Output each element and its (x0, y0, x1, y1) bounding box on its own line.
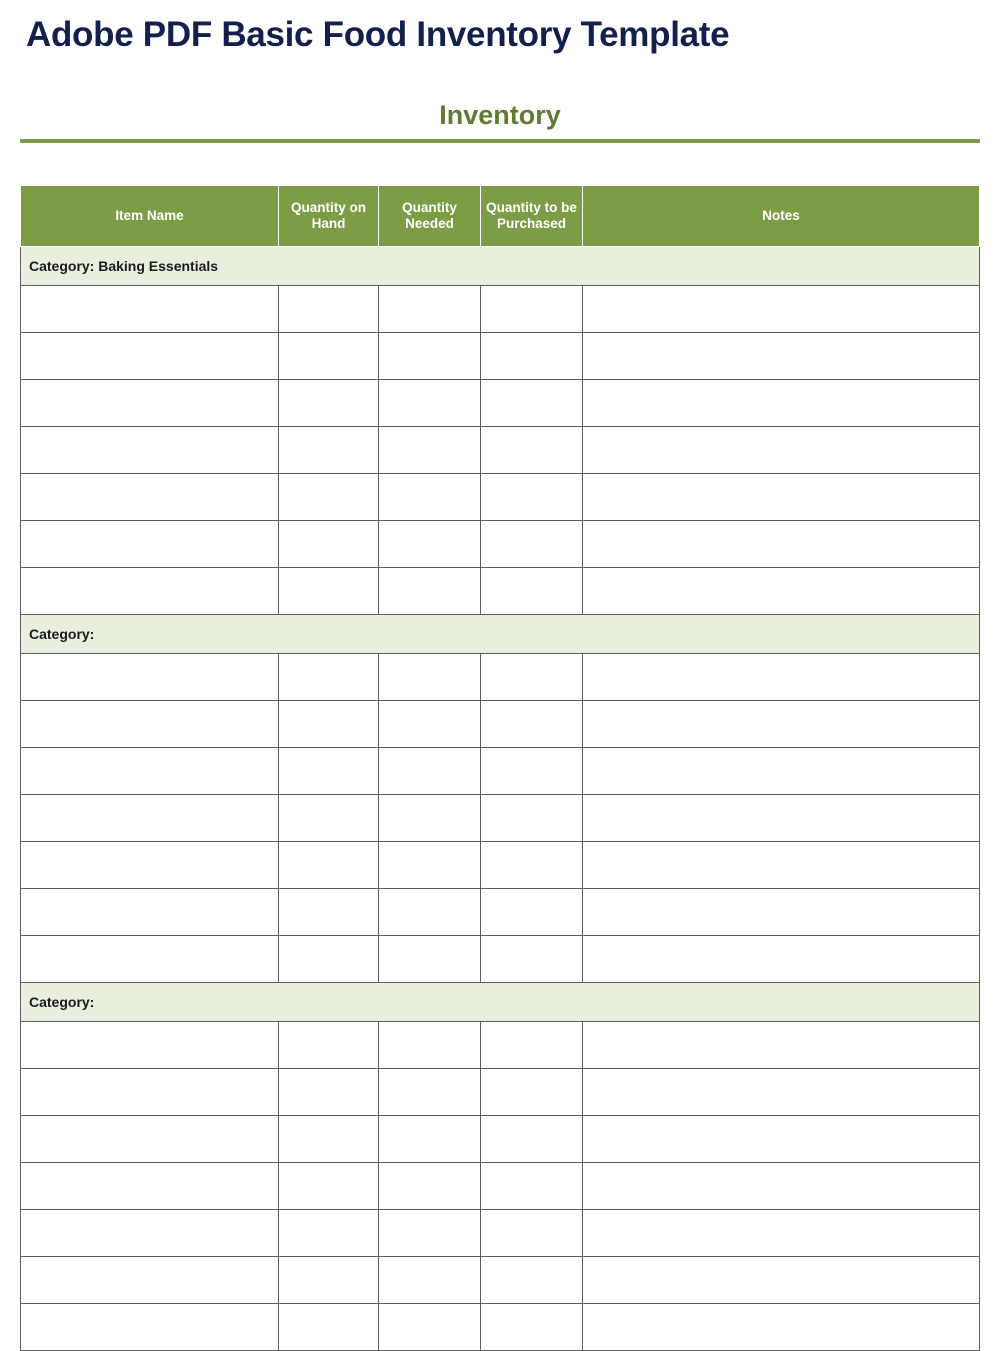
cell-notes[interactable] (583, 748, 980, 795)
cell-item-name[interactable] (21, 1304, 279, 1351)
cell-quantity-to-be-purchased[interactable] (481, 1022, 583, 1069)
cell-notes[interactable] (583, 1116, 980, 1163)
cell-quantity-to-be-purchased[interactable] (481, 701, 583, 748)
table-row (21, 1022, 980, 1069)
cell-notes[interactable] (583, 889, 980, 936)
cell-item-name[interactable] (21, 795, 279, 842)
cell-quantity-on-hand[interactable] (279, 1257, 379, 1304)
table-row (21, 654, 980, 701)
column-header-quantity-to-be-purchased: Quantity to be Purchased (481, 186, 583, 247)
cell-notes[interactable] (583, 1304, 980, 1351)
table-row (21, 795, 980, 842)
cell-quantity-needed[interactable] (379, 380, 481, 427)
cell-item-name[interactable] (21, 474, 279, 521)
cell-quantity-on-hand[interactable] (279, 889, 379, 936)
cell-quantity-needed[interactable] (379, 701, 481, 748)
table-row (21, 936, 980, 983)
cell-notes[interactable] (583, 701, 980, 748)
cell-item-name[interactable] (21, 1257, 279, 1304)
cell-quantity-needed[interactable] (379, 286, 481, 333)
category-label: Category: (21, 983, 980, 1022)
cell-quantity-on-hand[interactable] (279, 1116, 379, 1163)
cell-notes[interactable] (583, 380, 980, 427)
table-row (21, 474, 980, 521)
column-header-item-name: Item Name (21, 186, 279, 247)
cell-notes[interactable] (583, 1210, 980, 1257)
cell-notes[interactable] (583, 333, 980, 380)
table-row (21, 748, 980, 795)
column-header-notes: Notes (583, 186, 980, 247)
cell-quantity-to-be-purchased[interactable] (481, 748, 583, 795)
table-row (21, 333, 980, 380)
section-divider (20, 139, 980, 143)
cell-quantity-on-hand[interactable] (279, 1022, 379, 1069)
cell-quantity-on-hand[interactable] (279, 1163, 379, 1210)
cell-quantity-to-be-purchased[interactable] (481, 795, 583, 842)
cell-notes[interactable] (583, 842, 980, 889)
cell-notes[interactable] (583, 795, 980, 842)
cell-quantity-on-hand[interactable] (279, 748, 379, 795)
cell-quantity-needed[interactable] (379, 1210, 481, 1257)
cell-notes[interactable] (583, 427, 980, 474)
cell-notes[interactable] (583, 568, 980, 615)
table-row (21, 1257, 980, 1304)
category-row (21, 615, 980, 654)
cell-quantity-to-be-purchased[interactable] (481, 654, 583, 701)
cell-quantity-on-hand[interactable] (279, 568, 379, 615)
cell-quantity-on-hand[interactable] (279, 427, 379, 474)
cell-item-name[interactable] (21, 521, 279, 568)
cell-notes[interactable] (583, 1257, 980, 1304)
cell-quantity-on-hand[interactable] (279, 333, 379, 380)
cell-item-name[interactable] (21, 286, 279, 333)
cell-quantity-to-be-purchased[interactable] (481, 286, 583, 333)
cell-item-name[interactable] (21, 936, 279, 983)
cell-quantity-to-be-purchased[interactable] (481, 936, 583, 983)
table-header (21, 186, 980, 247)
category-row (21, 247, 980, 286)
cell-notes[interactable] (583, 1022, 980, 1069)
cell-item-name[interactable] (21, 568, 279, 615)
cell-quantity-needed[interactable] (379, 936, 481, 983)
column-header-quantity-on-hand: Quantity on Hand (279, 186, 379, 247)
cell-item-name[interactable] (21, 889, 279, 936)
cell-item-name[interactable] (21, 748, 279, 795)
category-label: Category: Baking Essentials (21, 247, 980, 286)
cell-notes[interactable] (583, 936, 980, 983)
cell-quantity-on-hand[interactable] (279, 286, 379, 333)
cell-quantity-needed[interactable] (379, 1304, 481, 1351)
cell-quantity-to-be-purchased[interactable] (481, 427, 583, 474)
cell-quantity-to-be-purchased[interactable] (481, 1163, 583, 1210)
cell-quantity-needed[interactable] (379, 333, 481, 380)
cell-quantity-on-hand[interactable] (279, 1304, 379, 1351)
cell-item-name[interactable] (21, 701, 279, 748)
cell-quantity-to-be-purchased[interactable] (481, 521, 583, 568)
cell-quantity-to-be-purchased[interactable] (481, 1210, 583, 1257)
cell-notes[interactable] (583, 1163, 980, 1210)
table-row (21, 286, 980, 333)
cell-quantity-on-hand[interactable] (279, 474, 379, 521)
cell-quantity-on-hand[interactable] (279, 521, 379, 568)
cell-quantity-on-hand[interactable] (279, 654, 379, 701)
cell-quantity-to-be-purchased[interactable] (481, 889, 583, 936)
category-row (21, 983, 980, 1022)
cell-notes[interactable] (583, 654, 980, 701)
cell-quantity-needed[interactable] (379, 795, 481, 842)
cell-item-name[interactable] (21, 1163, 279, 1210)
section-title: Inventory (439, 100, 561, 130)
table-row (21, 842, 980, 889)
cell-quantity-needed[interactable] (379, 889, 481, 936)
document-page (0, 14, 1000, 1309)
table-row (21, 521, 980, 568)
cell-quantity-needed[interactable] (379, 1069, 481, 1116)
cell-item-name[interactable] (21, 654, 279, 701)
cell-item-name[interactable] (21, 427, 279, 474)
cell-quantity-needed[interactable] (379, 842, 481, 889)
cell-quantity-on-hand[interactable] (279, 1210, 379, 1257)
table-row (21, 1304, 980, 1351)
cell-item-name[interactable] (21, 380, 279, 427)
cell-quantity-on-hand[interactable] (279, 936, 379, 983)
cell-quantity-needed[interactable] (379, 474, 481, 521)
cell-quantity-to-be-purchased[interactable] (481, 1116, 583, 1163)
cell-item-name[interactable] (21, 842, 279, 889)
cell-notes[interactable] (583, 521, 980, 568)
table-row (21, 427, 980, 474)
cell-item-name[interactable] (21, 333, 279, 380)
table-row (21, 568, 980, 615)
cell-quantity-to-be-purchased[interactable] (481, 474, 583, 521)
table-row (21, 380, 980, 427)
cell-quantity-to-be-purchased[interactable] (481, 842, 583, 889)
cell-quantity-needed[interactable] (379, 521, 481, 568)
cell-quantity-to-be-purchased[interactable] (481, 380, 583, 427)
table-row (21, 889, 980, 936)
column-header-quantity-needed: Quantity Needed (379, 186, 481, 247)
cell-item-name[interactable] (21, 1210, 279, 1257)
cell-quantity-on-hand[interactable] (279, 380, 379, 427)
cell-notes[interactable] (583, 1069, 980, 1116)
table-row (21, 701, 980, 748)
cell-quantity-to-be-purchased[interactable] (481, 568, 583, 615)
cell-quantity-on-hand[interactable] (279, 795, 379, 842)
cell-quantity-needed[interactable] (379, 568, 481, 615)
cell-notes[interactable] (583, 286, 980, 333)
cell-quantity-needed[interactable] (379, 1022, 481, 1069)
inventory-table (20, 185, 980, 1351)
cell-quantity-needed[interactable] (379, 1257, 481, 1304)
table-row (21, 1210, 980, 1257)
table-row (21, 1116, 980, 1163)
cell-quantity-on-hand[interactable] (279, 842, 379, 889)
cell-quantity-needed[interactable] (379, 1163, 481, 1210)
cell-quantity-to-be-purchased[interactable] (481, 1304, 583, 1351)
cell-quantity-needed[interactable] (379, 1116, 481, 1163)
page-title: Adobe PDF Basic Food Inventory Template (26, 15, 730, 54)
table-row (21, 1069, 980, 1116)
table-body (21, 247, 980, 1351)
cell-quantity-needed[interactable] (379, 748, 481, 795)
cell-quantity-to-be-purchased[interactable] (481, 1257, 583, 1304)
cell-quantity-on-hand[interactable] (279, 1069, 379, 1116)
category-label: Category: (21, 615, 980, 654)
cell-item-name[interactable] (21, 1069, 279, 1116)
cell-item-name[interactable] (21, 1116, 279, 1163)
cell-quantity-to-be-purchased[interactable] (481, 333, 583, 380)
cell-notes[interactable] (583, 474, 980, 521)
cell-quantity-on-hand[interactable] (279, 701, 379, 748)
table-row (21, 1163, 980, 1210)
cell-quantity-needed[interactable] (379, 427, 481, 474)
cell-item-name[interactable] (21, 1022, 279, 1069)
cell-quantity-to-be-purchased[interactable] (481, 1069, 583, 1116)
cell-quantity-needed[interactable] (379, 654, 481, 701)
